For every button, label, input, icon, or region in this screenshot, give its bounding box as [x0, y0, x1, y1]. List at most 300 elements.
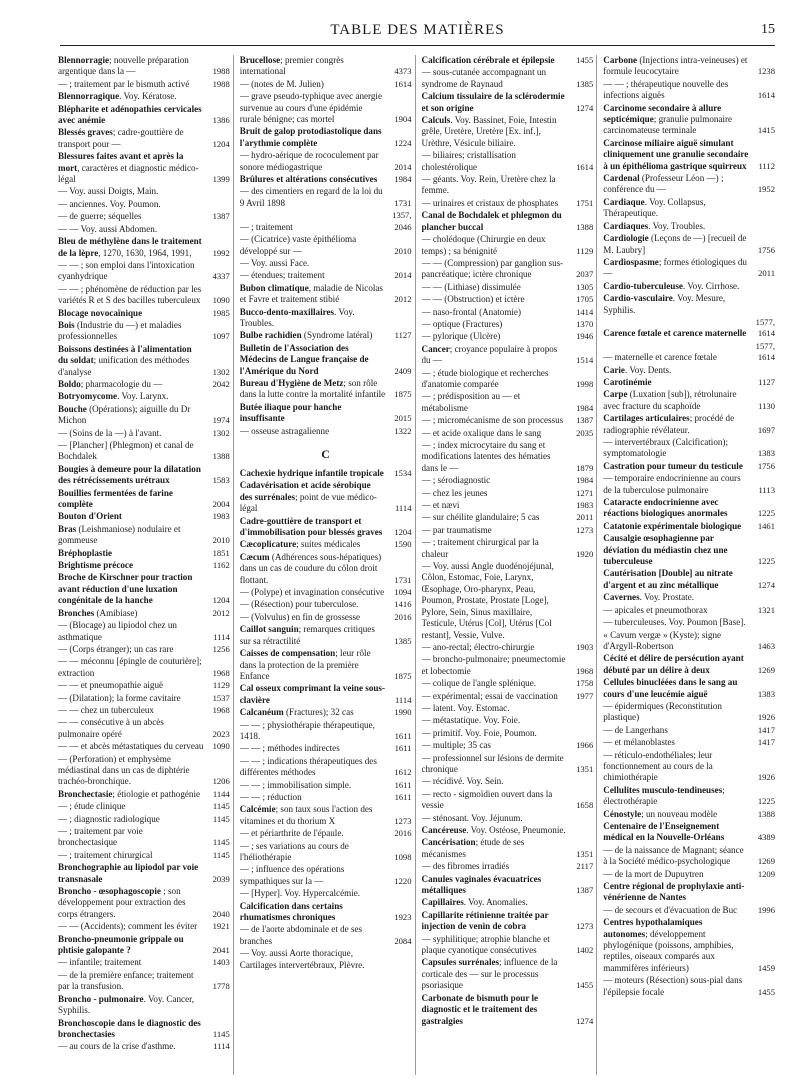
entry-text: — de la mort de Dupuytren — [603, 868, 704, 879]
entry-text: Bronchectasie; étiologie et pathogénie — [58, 788, 201, 799]
entry-text: — urinaires et cristaux de phosphates — [421, 197, 559, 208]
index-entry — [603, 461, 775, 472]
entry-page-number: 1756 — [757, 460, 775, 471]
index-entry — [240, 648, 412, 682]
entry-page-number: 2011 — [758, 268, 775, 279]
index-entry — [603, 725, 775, 736]
index-entry — [58, 127, 230, 150]
entry-page-number: 1514 — [576, 355, 594, 366]
index-entry — [58, 186, 230, 197]
index-entry — [240, 126, 412, 149]
index-entry — [240, 707, 412, 718]
entry-text: — primitif. Voy. Foie, Poumon. — [421, 727, 537, 738]
entry-text: — — (Lithiase) dissimulée — [421, 281, 521, 292]
entry-text: Cardenal (Professeur Léon —) ; conférence du — — [603, 173, 724, 195]
entry-text: — professionnel sur lésions de dermite chronique — [421, 752, 564, 774]
index-entry — [58, 572, 230, 606]
index-entry — [58, 488, 230, 511]
entry-page-number: 1946 — [576, 331, 594, 342]
entry-page-number: 1321 — [757, 604, 775, 615]
entry-page-number: 1611 — [394, 791, 412, 802]
entry-page-number: 1590 — [394, 539, 412, 550]
entry-text: Carie. Voy. Dents. — [603, 364, 672, 375]
entry-text: — (Perforation) et emphysème médiastinal dans un cas de diphtérie trachéo-bronchique. — [58, 753, 190, 787]
entry-page-number: 1658 — [576, 800, 594, 811]
index-entry — [422, 776, 594, 787]
entry-text: — recto - sigmoïdien ouvert dans la vessie — [421, 788, 553, 811]
entry-page-number: 1926 — [757, 712, 775, 723]
index-entry — [58, 440, 230, 463]
index-entry — [422, 55, 594, 66]
entry-text: — — (Accidents); comment les éviter — [58, 921, 198, 932]
entry-text: Cardio-tuberculeuse. Voy. Cirrhose. — [603, 280, 740, 291]
index-entry — [240, 258, 412, 269]
entry-text: Cancéreuse. Voy. Ostéose, Pneumonie. — [421, 825, 566, 835]
index-entry — [603, 605, 775, 616]
entry-page-number: 1731 — [394, 574, 412, 585]
entry-text: — osseuse astragalienne — [239, 425, 330, 436]
entry-page-number: 1269 — [757, 856, 775, 867]
entry-page-number: 1209 — [757, 868, 775, 879]
index-entry — [422, 198, 594, 209]
index-entry — [240, 924, 412, 947]
entry-page-number: 1206 — [212, 776, 230, 787]
entry-text: — tuberculeuses. Voy. Poumon [Base]. — [603, 617, 746, 628]
entry-page-number: 1387 — [576, 415, 594, 426]
entry-page-number: 1968 — [576, 665, 594, 676]
entry-text: Bulletin de l'Association des Médecins de Langue française de l'Amérique du Nord — [239, 342, 369, 376]
index-entry — [58, 680, 230, 691]
index-entry — [58, 404, 230, 427]
entry-text: Bruit de galop protodiastolique dans l'arythmie complète — [239, 126, 382, 148]
entry-page-number: 1351 — [576, 763, 594, 774]
index-entry — [240, 612, 412, 623]
entry-page-number: 1984 — [576, 402, 594, 413]
index-entry — [58, 789, 230, 800]
index-entry — [603, 975, 775, 998]
entry-text: — — ; son emploi dans l'intoxication cyanhydrique — [58, 259, 195, 282]
entry-text: Bucco-dento-maxillaires. Voy. Troubles. — [239, 306, 355, 328]
index-entry — [58, 55, 230, 78]
index-entry — [422, 67, 594, 90]
entry-text: Calcémie; son taux sous l'action des vitamines et du thorium X — [239, 804, 373, 826]
entry-text: Cardiospasme; formes étiologiques du — — [603, 256, 747, 279]
index-entry — [58, 862, 230, 885]
index-entry — [58, 379, 230, 390]
entry-page-number: 4337 — [212, 271, 230, 282]
index-entry — [240, 234, 412, 257]
entry-text: — (Dilatation); la forme cavitaire — [58, 692, 181, 703]
entry-page-number: 1225 — [757, 508, 775, 519]
index-entry — [603, 437, 775, 460]
entry-page-number: 2014 — [394, 270, 412, 281]
entry-page-number: 2012 — [394, 294, 412, 305]
entry-text: — pylorique (Ulcère) — [421, 331, 501, 342]
entry-page-number: 1388 — [212, 451, 230, 462]
entry-text: Cardio-vasculaire. Voy. Mesure, Syphilis. — [603, 293, 726, 315]
entry-page-number: 1144 — [212, 788, 230, 799]
entry-text: — — méconnu [épingle de couturière]; extraction — [58, 656, 202, 678]
entry-page-number: 1968 — [212, 667, 230, 678]
entry-page-number: 1923 — [394, 912, 412, 923]
index-entry — [603, 881, 775, 904]
entry-text: — et nævi — [421, 500, 460, 511]
index-entry — [58, 560, 230, 571]
index-entry — [422, 174, 594, 197]
entry-page-number: 1537 — [212, 692, 230, 703]
entry-text: Botryomycome. Voy. Larynx. — [58, 391, 169, 402]
entry-text: — expérimental; essai de vaccination — [421, 690, 558, 701]
entry-text: — ; étude clinique — [58, 801, 126, 812]
entry-text: Calculs. Voy. Bassinet, Foie, Intestin grêle, Uretère, Uretère [Ex. inf.], Urèthre, Vésicule biliaire. — [421, 115, 557, 148]
entry-text: Blessés graves; cadre-gouttière de transport pour — — [58, 127, 184, 149]
index-entry — [422, 344, 594, 367]
index-column-1 — [58, 55, 234, 1075]
entry-page-number: 1758 — [576, 678, 594, 689]
index-entry — [603, 750, 775, 784]
entry-page-number: 2010 — [394, 245, 412, 256]
entry-page-number: 1273 — [394, 815, 412, 826]
entry-text: Bouillies fermentées de farine complète — [58, 487, 173, 510]
index-entry — [240, 402, 412, 425]
entry-page-number: 2037 — [576, 269, 594, 280]
entry-text: — de la naissance de Magnant; séance à la Société médico-psychologique — [603, 844, 744, 867]
entry-text: Catatonie expérimentale biologique — [603, 520, 742, 531]
entry-text: Bouche (Opérations); aiguille du Dr Michon — [58, 403, 191, 426]
index-entry — [603, 497, 775, 520]
entry-text: — sous-cutanée accompagnant un syndrome de Raynaud — [421, 67, 546, 89]
entry-text: Bronchographie au lipiodol par voie transnasale — [58, 862, 199, 884]
entry-text: Bubon climatique, maladie de Nicolas et Favre et traitement stibié — [239, 282, 383, 305]
entry-page-number: 1983 — [212, 511, 230, 522]
index-entry — [603, 103, 775, 137]
index-entry — [422, 258, 594, 281]
entry-text: — — ; physiothérapie thérapeutique, 1418. — [239, 719, 375, 741]
index-entry — [603, 413, 775, 436]
index-entry — [422, 319, 594, 330]
index-entry — [58, 344, 230, 378]
index-entry — [240, 901, 412, 924]
entry-page-number: 1385 — [576, 78, 594, 89]
index-entry — [58, 548, 230, 559]
entry-page-number: 1274 — [757, 579, 775, 590]
entry-page-number: 1414 — [576, 306, 594, 317]
entry-text: — Voy. aussi Aorte thoracique, Cartilages intervertébraux, Plèvre. — [239, 948, 365, 970]
entry-text: Carence fœtale et carence maternelle — [603, 328, 747, 339]
entry-text: — ; index microcytaire du sang et modifications latentes des hématies dans le — — [421, 440, 551, 473]
entry-text: Brightisme précoce — [58, 560, 133, 571]
entry-text: Cellulites musculo-tendineuses; électrothérapie — [603, 784, 725, 807]
index-entry — [603, 630, 775, 653]
entry-page-number: 1455 — [576, 980, 594, 991]
entry-text: Carbone (Injections intra-veineuses) et formule leucocytaire — [603, 55, 748, 77]
entry-page-number: 2010 — [212, 535, 230, 546]
entry-text: — — ; phénomène de réduction par les variétés R et S des bacilles tuberculeux — [58, 283, 202, 306]
entry-text: — anciennes. Voy. Poumon. — [58, 198, 161, 209]
entry-text: — moteurs (Résection) sous-pial dans l'épilepsie focale — [603, 975, 743, 997]
entry-text: Capillarite rétinienne traitée par injection de venin de cobra — [421, 909, 549, 932]
entry-text: Cautérisation [Double] au nitrate d'argent et au zinc métallique — [603, 568, 733, 590]
entry-text: — ; traitement chirurgical — [58, 849, 153, 860]
index-entry — [58, 308, 230, 319]
entry-text: Blessures faites avant et après la mort, caractères et diagnostic médico-légal — [58, 151, 199, 185]
index-entry — [58, 224, 230, 235]
index-entry — [58, 151, 230, 185]
index-entry — [603, 317, 775, 340]
entry-page-number: 2040 — [212, 908, 230, 919]
entry-text: — apicales et pneumothorax — [603, 604, 708, 615]
entry-text: Cadre-gouttière de transport et d'immobilisation pour blessés graves — [239, 515, 383, 538]
index-entry — [240, 79, 412, 90]
index-entry — [58, 994, 230, 1017]
entry-text: — — ; réduction — [239, 791, 302, 802]
entry-text: Bleu de méthylène dans le traitement de la lèpre, 1270, 1630, 1964, 1991, — [58, 236, 202, 258]
index-entry — [240, 270, 412, 281]
entry-page-number: 1274 — [576, 1015, 594, 1026]
entry-page-number: 1225 — [757, 556, 775, 567]
index-entry — [422, 740, 594, 751]
index-entry — [58, 705, 230, 716]
entry-page-number: 1273 — [576, 524, 594, 535]
entry-page-number: 1875 — [394, 670, 412, 681]
entry-text: — (Volvulus) en fin de grossesse — [239, 611, 361, 622]
entry-text: — et périarthrite de l'épaule. — [239, 828, 344, 839]
entry-text: — de Langerhans — [603, 724, 668, 735]
entry-text: — (Cicatrice) vaste épithélioma développé sur — — [239, 234, 357, 256]
index-entry — [58, 211, 230, 222]
index-entry — [603, 233, 775, 256]
entry-page-number: 1220 — [394, 875, 412, 886]
entry-text: — chez les jeunes — [421, 487, 488, 498]
index-entry — [422, 728, 594, 739]
index-entry — [603, 197, 775, 220]
index-entry — [240, 948, 412, 971]
index-entry — [603, 701, 775, 724]
entry-text: — — et pneumopathie aiguë — [58, 680, 164, 691]
entry-page-number: 1399 — [212, 174, 230, 185]
entry-text: — des cimentiers en regard de la loi du 9 Avril 1898 — [239, 186, 383, 208]
index-entry — [603, 221, 775, 232]
entry-page-number: 1614 — [394, 78, 412, 89]
entry-page-number: 2117 — [576, 861, 594, 872]
index-entry — [422, 561, 594, 641]
index-entry — [240, 624, 412, 647]
entry-text: — Voy. aussi Face. — [239, 257, 310, 268]
index-entry — [422, 115, 594, 149]
index-entry — [422, 874, 594, 897]
entry-text: Blépharite et adénopathies cervicales avec anémie — [58, 103, 202, 126]
entry-text: — — Voy. aussi Abdomen. — [58, 223, 158, 234]
index-entry — [240, 210, 412, 233]
index-entry — [240, 841, 412, 864]
index-entry — [58, 886, 230, 920]
entry-page-number: 2042 — [212, 378, 230, 389]
index-entry — [240, 683, 412, 706]
entry-text: Bronchoscopie dans le diagnostic des bronchectasies — [58, 1017, 201, 1039]
entry-page-number: 1387 — [576, 885, 594, 896]
entry-text: — ; traitement par voie bronchectasique — [58, 826, 143, 848]
entry-page-number: 1731 — [394, 197, 412, 208]
index-entry — [422, 934, 594, 957]
entry-text: — au cours de la crise d'asthme. — [58, 1041, 176, 1052]
index-column-3 — [422, 55, 598, 1075]
entry-text: Cécité et délire de persécution ayant débuté par un délire à deux — [603, 653, 744, 675]
index-entry — [603, 521, 775, 532]
entry-text: — [Hyper]. Voy. Hypercalcémie. — [239, 888, 361, 899]
index-entry — [603, 809, 775, 820]
index-entry — [603, 677, 775, 700]
index-entry — [422, 210, 594, 233]
entry-text: Bras (Leishmaniose) nodulaire et gommeuse — [58, 523, 181, 546]
entry-page-number: 1966 — [576, 740, 594, 751]
index-entry — [240, 599, 412, 610]
entry-page-number: 2015 — [394, 413, 412, 424]
entry-page-number: 1387 — [212, 211, 230, 222]
entry-text: Boissons destinées à l'alimentation du soldat; unification des méthodes d'analyse — [58, 343, 192, 377]
entry-text: — Voy. aussi Doigts, Main. — [58, 186, 159, 197]
index-entry — [422, 150, 594, 173]
index-entry — [603, 377, 775, 388]
entry-page-number: 1145 — [212, 837, 230, 848]
index-entry — [58, 428, 230, 439]
index-entry — [603, 55, 775, 78]
entry-text: — syphilitique; atrophie blanche et plaque cyanotique consécutives — [421, 933, 550, 956]
index-entry — [603, 173, 775, 196]
entry-page-number: 1302 — [212, 366, 230, 377]
index-entry — [240, 480, 412, 514]
index-entry — [603, 917, 775, 974]
entry-text: Broncho - pulmonaire. Voy. Cancer, Syphilis. — [58, 993, 195, 1016]
entry-page-number: 1611 — [394, 779, 412, 790]
page-header — [60, 18, 775, 46]
index-entry — [603, 845, 775, 868]
index-entry — [422, 282, 594, 293]
entry-text: — ; étude biologique et recherches d'anatomie comparée — [421, 367, 549, 389]
entry-page-number: 1984 — [394, 174, 412, 185]
entry-page-number: 1416 — [394, 599, 412, 610]
entry-page-number: 1974 — [212, 415, 230, 426]
index-entry — [603, 592, 775, 603]
index-entry — [240, 307, 412, 330]
index-entry — [58, 957, 230, 968]
entry-text: Canules vaginales évacuatrices métalliques — [421, 873, 542, 896]
entry-text: — optique (Fractures) — [421, 318, 503, 329]
entry-text: — géants. Voy. Rein, Uretère chez la femme. — [421, 174, 556, 196]
index-entry — [240, 552, 412, 586]
entry-text: — multiple; 35 cas — [421, 740, 491, 751]
entry-page-number: 2084 — [394, 935, 412, 946]
entry-page-number: 1697 — [757, 424, 775, 435]
entry-text: Boldo; pharmacologie du — — [58, 378, 163, 389]
entry-text: Cancer; croyance populaire à propos du — — [421, 343, 558, 366]
entry-page-number: 1983 — [576, 500, 594, 511]
entry-text: Carcinome secondaire à allure septicémique; granulie pulmonaire carcinomateuse terminale — [603, 102, 733, 136]
entry-text: — sténosant. Voy. Jéjunum. — [421, 812, 523, 823]
entry-text: Cachexie hydrique infantile tropicale — [239, 468, 384, 478]
entry-text: Bois (Industrie du —) et maladies professionnelles — [58, 319, 182, 342]
entry-text: Cadavérisation et acide sérobique des surrénales; point de vue médico-légal — [239, 480, 377, 514]
entry-text: — (Corps étranger); un cas rare — [58, 643, 174, 654]
index-entry — [58, 1018, 230, 1041]
index-entry — [422, 294, 594, 305]
entry-page-number: 1415 — [757, 125, 775, 136]
entry-page-number: 1388 — [757, 808, 775, 819]
entry-page-number: 1455 — [757, 986, 775, 997]
index-entry — [422, 234, 594, 257]
index-entry — [58, 608, 230, 619]
entry-page-number: 2409 — [394, 365, 412, 376]
entry-page-number: 1256 — [212, 643, 230, 654]
entry-page-number: 1988 — [212, 78, 230, 89]
index-entry — [58, 391, 230, 402]
index-entry — [240, 780, 412, 791]
index-entry — [58, 104, 230, 127]
entry-page-number: 1879 — [576, 462, 594, 473]
index-entry — [58, 656, 230, 679]
index-entry — [240, 756, 412, 779]
entry-text: Capillaires. Voy. Anomalies. — [421, 897, 528, 908]
entry-page-number: 1751 — [576, 197, 594, 208]
entry-page-number: 1114 — [394, 694, 412, 705]
index-entry — [58, 320, 230, 343]
entry-text: Cardiologie (Leçons de —) [recueil de M. Laubry] — [603, 233, 747, 255]
entry-page-number: 1998 — [576, 378, 594, 389]
entry-text: Butée iliaque pour hanche insuffisante — [239, 401, 342, 424]
index-entry — [603, 389, 775, 412]
entry-page-number: 1417 — [757, 724, 775, 735]
index-entry — [58, 644, 230, 655]
index-entry — [240, 587, 412, 598]
index-column-2 — [240, 55, 416, 1075]
index-entry — [58, 79, 230, 90]
entry-text: — ; traitement par le bismuth activé — [58, 78, 190, 89]
index-entry — [58, 850, 230, 861]
entry-page-number: 1127 — [394, 330, 412, 341]
entry-text: — ; micromécanisme de son processus — [421, 415, 564, 426]
index-entry — [603, 365, 775, 376]
index-entry — [240, 150, 412, 173]
index-entry — [422, 475, 594, 486]
index-entry — [422, 910, 594, 933]
index-entry — [422, 525, 594, 536]
index-entry — [240, 804, 412, 827]
entry-text: Blennorragie; nouvelle préparation argentique dans la — — [58, 55, 189, 77]
index-entry — [422, 440, 594, 474]
entry-page-number: 1098 — [394, 852, 412, 862]
index-entry — [603, 281, 775, 292]
header-rule — [60, 45, 775, 46]
entry-page-number: 1612 — [394, 767, 412, 778]
entry-text: Brûlures et altérations consécutives — [239, 174, 378, 185]
index-entry — [58, 970, 230, 993]
entry-page-number: 1130 — [758, 400, 775, 411]
page-number: 15 — [761, 22, 775, 37]
entry-text: Centenaire de l'Enseignement médical en la Nouvelle-Orléans — [603, 821, 725, 843]
entry-page-number: 1383 — [757, 688, 775, 699]
entry-page-number: 2023 — [212, 728, 230, 739]
entry-page-number: 1611 — [394, 730, 412, 741]
entry-page-number: 1614 — [576, 161, 594, 172]
entry-page-number: 1129 — [576, 245, 594, 256]
entry-page-number: 1351 — [576, 848, 594, 859]
entry-text: — ; diagnostic radiologique — [58, 813, 160, 824]
entry-page-number: 1402 — [576, 945, 594, 956]
entry-page-number: 1162 — [212, 560, 230, 571]
entry-text: — (Polype) et invagination consécutive — [239, 587, 385, 598]
entry-page-number: 1577, 1614 — [755, 316, 775, 339]
entry-page-number: 1225 — [757, 796, 775, 807]
entry-text: — intervertébraux (Calcification); symptomatologie — [603, 437, 728, 459]
